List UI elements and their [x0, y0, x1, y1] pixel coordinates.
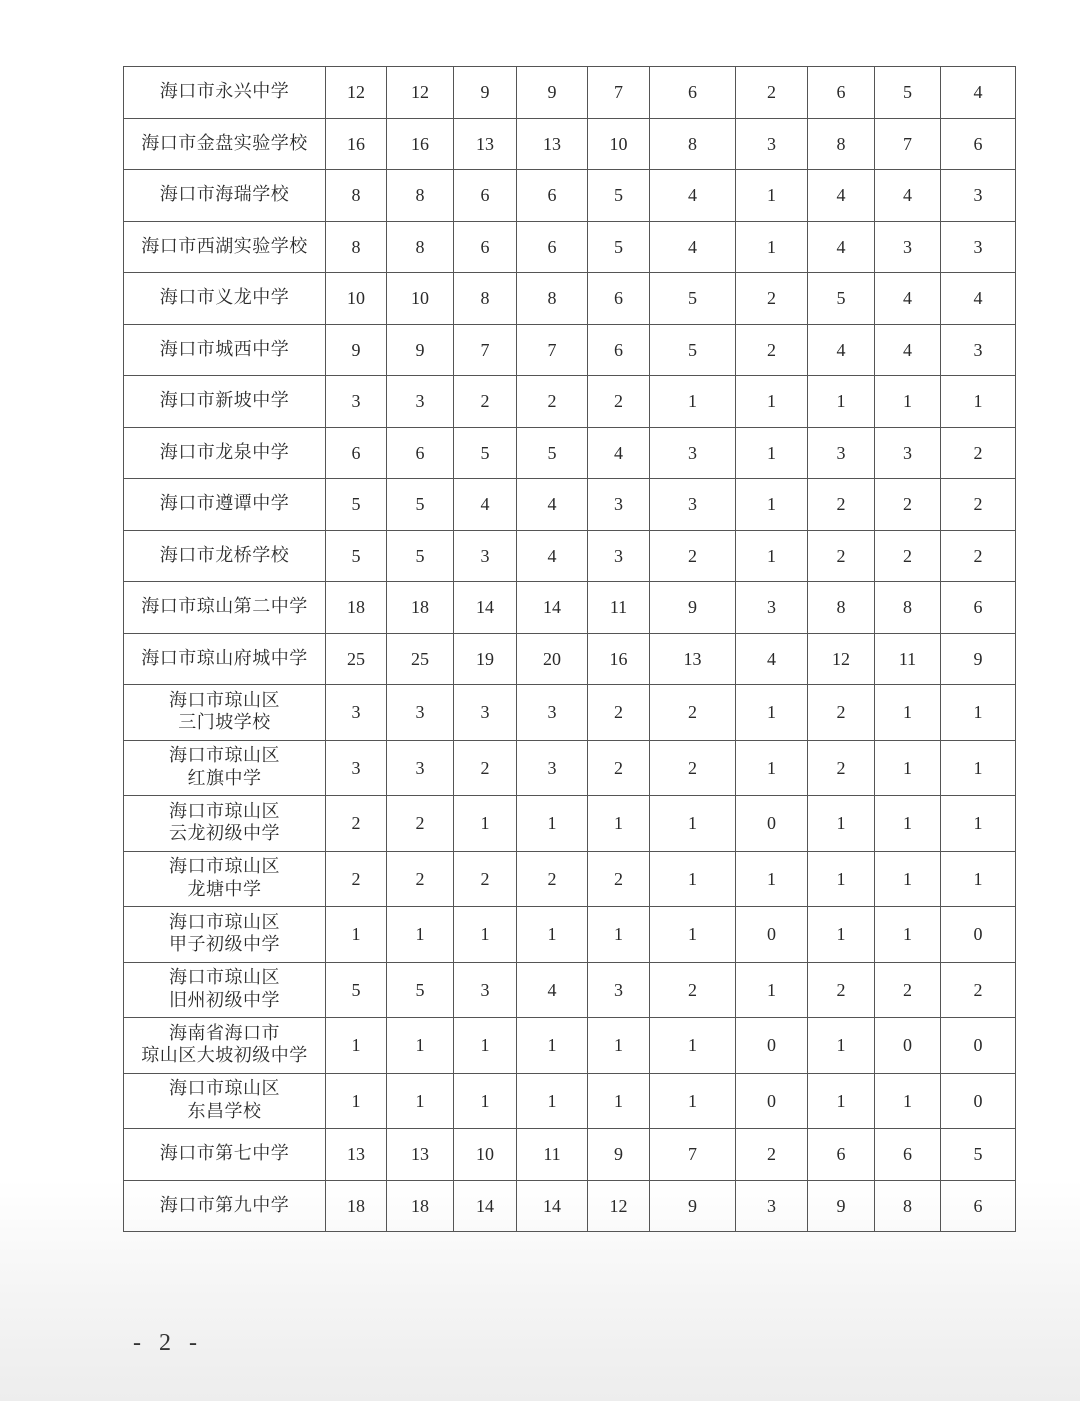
value-cell: 3	[941, 170, 1016, 222]
table-row	[124, 376, 1016, 428]
school-name-cell	[124, 1180, 326, 1232]
school-name-line: 海口市新坡中学	[159, 390, 290, 411]
value-cell: 2	[875, 530, 941, 582]
value-cell: 1	[454, 907, 517, 963]
table-row	[124, 118, 1016, 170]
value-cell: 1	[736, 376, 808, 428]
value-cell: 6	[588, 273, 650, 325]
value-cell: 8	[387, 221, 454, 273]
value-cell: 4	[808, 170, 875, 222]
value-cell: 12	[387, 67, 454, 119]
school-name-line: 甲子初级中学	[169, 934, 280, 956]
table-row	[124, 1129, 1016, 1181]
value-cell: 14	[454, 582, 517, 634]
value-cell: 4	[808, 324, 875, 376]
value-cell: 12	[326, 67, 387, 119]
value-cell: 1	[326, 907, 387, 963]
value-cell: 3	[517, 740, 588, 796]
school-name-line: 海口市琼山区	[169, 967, 280, 989]
value-cell: 2	[808, 685, 875, 741]
value-cell: 3	[941, 221, 1016, 273]
table-row	[124, 962, 1016, 1018]
school-name-cell	[124, 427, 326, 479]
value-cell: 2	[808, 530, 875, 582]
school-name-line: 海口市琼山第二中学	[141, 596, 308, 617]
value-cell: 3	[326, 740, 387, 796]
value-cell: 1	[454, 1018, 517, 1074]
value-cell: 1	[808, 1073, 875, 1129]
table-row	[124, 685, 1016, 741]
school-name-cell	[124, 796, 326, 852]
value-cell: 12	[808, 633, 875, 685]
value-cell: 3	[387, 685, 454, 741]
value-cell: 5	[326, 530, 387, 582]
school-name-line: 龙塘中学	[187, 878, 262, 900]
value-cell: 0	[941, 907, 1016, 963]
table-row	[124, 851, 1016, 907]
value-cell: 4	[517, 479, 588, 531]
school-name-line: 海口市琼山区	[169, 745, 280, 767]
value-cell: 5	[387, 479, 454, 531]
value-cell: 2	[875, 962, 941, 1018]
value-cell: 1	[736, 530, 808, 582]
value-cell: 9	[517, 67, 588, 119]
school-name-cell	[124, 740, 326, 796]
value-cell: 10	[454, 1129, 517, 1181]
school-name-line: 海口市龙泉中学	[159, 441, 290, 463]
value-cell: 5	[326, 962, 387, 1018]
value-cell: 11	[588, 582, 650, 634]
value-cell: 9	[650, 1180, 736, 1232]
value-cell: 3	[736, 1180, 808, 1232]
table-row	[124, 796, 1016, 852]
value-cell: 1	[941, 740, 1016, 796]
value-cell: 1	[650, 851, 736, 907]
value-cell: 3	[454, 685, 517, 741]
value-cell: 2	[517, 851, 588, 907]
value-cell: 2	[736, 273, 808, 325]
value-cell: 2	[875, 479, 941, 531]
school-name-cell	[124, 118, 326, 170]
value-cell: 1	[588, 1018, 650, 1074]
value-cell: 4	[875, 324, 941, 376]
table-row	[124, 582, 1016, 634]
value-cell: 1	[875, 1073, 941, 1129]
value-cell: 6	[517, 221, 588, 273]
school-name-cell	[124, 170, 326, 222]
value-cell: 2	[736, 67, 808, 119]
value-cell: 6	[326, 427, 387, 479]
value-cell: 14	[454, 1180, 517, 1232]
value-cell: 3	[588, 962, 650, 1018]
school-name-line: 海口市琼山区	[169, 800, 280, 822]
value-cell: 1	[517, 1073, 588, 1129]
value-cell: 4	[517, 530, 588, 582]
value-cell: 1	[736, 170, 808, 222]
value-cell: 10	[588, 118, 650, 170]
school-name-line: 海口市义龙中学	[159, 287, 290, 308]
value-cell: 1	[875, 851, 941, 907]
value-cell: 8	[650, 118, 736, 170]
value-cell: 7	[517, 324, 588, 376]
value-cell: 2	[808, 479, 875, 531]
value-cell: 14	[517, 1180, 588, 1232]
value-cell: 1	[875, 376, 941, 428]
value-cell: 8	[326, 221, 387, 273]
value-cell: 5	[588, 221, 650, 273]
value-cell: 9	[326, 324, 387, 376]
school-name-cell	[124, 1018, 326, 1074]
value-cell: 1	[588, 796, 650, 852]
value-cell: 2	[588, 685, 650, 741]
value-cell: 6	[941, 118, 1016, 170]
value-cell: 5	[588, 170, 650, 222]
value-cell: 16	[588, 633, 650, 685]
value-cell: 8	[387, 170, 454, 222]
school-name-cell	[124, 479, 326, 531]
value-cell: 18	[387, 1180, 454, 1232]
value-cell: 0	[736, 907, 808, 963]
value-cell: 4	[736, 633, 808, 685]
value-cell: 2	[517, 376, 588, 428]
value-cell: 3	[650, 427, 736, 479]
value-cell: 25	[387, 633, 454, 685]
school-name-line: 海口市琼山区	[169, 911, 280, 933]
value-cell: 7	[875, 118, 941, 170]
value-cell: 6	[808, 1129, 875, 1181]
value-cell: 1	[326, 1018, 387, 1074]
table-row	[124, 1073, 1016, 1129]
value-cell: 10	[326, 273, 387, 325]
value-cell: 1	[650, 376, 736, 428]
school-name-line: 海口市琼山府城中学	[141, 647, 308, 669]
value-cell: 0	[875, 1018, 941, 1074]
value-cell: 9	[941, 633, 1016, 685]
school-name-line: 海口市遵谭中学	[159, 493, 290, 514]
value-cell: 1	[517, 907, 588, 963]
value-cell: 1	[650, 796, 736, 852]
value-cell: 4	[650, 221, 736, 273]
school-name-line: 云龙初级中学	[169, 823, 280, 845]
value-cell: 3	[387, 740, 454, 796]
school-name-cell	[124, 273, 326, 325]
value-cell: 1	[875, 685, 941, 741]
value-cell: 1	[808, 907, 875, 963]
value-cell: 1	[736, 962, 808, 1018]
school-name-cell	[124, 1129, 326, 1181]
value-cell: 6	[650, 67, 736, 119]
table-row	[124, 740, 1016, 796]
value-cell: 1	[736, 427, 808, 479]
value-cell: 1	[875, 796, 941, 852]
value-cell: 1	[875, 740, 941, 796]
value-cell: 3	[387, 376, 454, 428]
value-cell: 3	[454, 962, 517, 1018]
value-cell: 10	[387, 273, 454, 325]
value-cell: 3	[326, 685, 387, 741]
value-cell: 5	[454, 427, 517, 479]
table-row	[124, 221, 1016, 273]
value-cell: 2	[387, 851, 454, 907]
value-cell: 1	[387, 1018, 454, 1074]
school-name-line: 海口市海瑞学校	[159, 184, 290, 205]
school-name-cell	[124, 221, 326, 273]
table-row	[124, 427, 1016, 479]
value-cell: 3	[588, 530, 650, 582]
value-cell: 5	[941, 1129, 1016, 1181]
value-cell: 1	[808, 851, 875, 907]
school-name-cell	[124, 1073, 326, 1129]
school-name-line: 海口市城西中学	[159, 338, 290, 360]
value-cell: 2	[941, 427, 1016, 479]
school-name-line: 海口市琼山区	[169, 856, 280, 878]
value-cell: 3	[517, 685, 588, 741]
value-cell: 1	[387, 1073, 454, 1129]
value-cell: 1	[517, 796, 588, 852]
value-cell: 4	[808, 221, 875, 273]
school-name-cell	[124, 633, 326, 685]
school-name-line: 海口市永兴中学	[159, 81, 290, 102]
value-cell: 1	[650, 1018, 736, 1074]
value-cell: 6	[941, 1180, 1016, 1232]
value-cell: 9	[454, 67, 517, 119]
table-body	[124, 67, 1016, 1232]
value-cell: 8	[808, 582, 875, 634]
value-cell: 6	[387, 427, 454, 479]
value-cell: 3	[454, 530, 517, 582]
value-cell: 4	[454, 479, 517, 531]
value-cell: 4	[650, 170, 736, 222]
value-cell: 20	[517, 633, 588, 685]
school-name-line: 东昌学校	[187, 1100, 262, 1122]
value-cell: 2	[650, 962, 736, 1018]
value-cell: 5	[517, 427, 588, 479]
value-cell: 1	[941, 851, 1016, 907]
value-cell: 8	[517, 273, 588, 325]
value-cell: 2	[650, 530, 736, 582]
table-row	[124, 530, 1016, 582]
value-cell: 1	[387, 907, 454, 963]
value-cell: 6	[588, 324, 650, 376]
school-name-cell	[124, 67, 326, 119]
value-cell: 1	[588, 1073, 650, 1129]
value-cell: 1	[736, 479, 808, 531]
value-cell: 2	[588, 851, 650, 907]
value-cell: 5	[650, 273, 736, 325]
value-cell: 2	[588, 376, 650, 428]
value-cell: 6	[875, 1129, 941, 1181]
value-cell: 13	[387, 1129, 454, 1181]
value-cell: 5	[387, 962, 454, 1018]
value-cell: 4	[588, 427, 650, 479]
value-cell: 2	[454, 851, 517, 907]
table-row	[124, 907, 1016, 963]
school-name-cell	[124, 376, 326, 428]
value-cell: 1	[454, 796, 517, 852]
value-cell: 8	[875, 1180, 941, 1232]
school-name-line: 海口市第九中学	[159, 1194, 290, 1216]
value-cell: 1	[454, 1073, 517, 1129]
school-name-line: 海口市琼山区	[169, 1078, 280, 1100]
value-cell: 0	[736, 1073, 808, 1129]
table-row	[124, 633, 1016, 685]
school-name-cell	[124, 851, 326, 907]
value-cell: 1	[650, 907, 736, 963]
school-name-line: 海口市西湖实验学校	[141, 235, 308, 257]
value-cell: 5	[875, 67, 941, 119]
school-quota-table	[123, 66, 1016, 1232]
value-cell: 1	[941, 796, 1016, 852]
school-name-cell	[124, 530, 326, 582]
value-cell: 3	[588, 479, 650, 531]
school-name-line: 海南省海口市	[169, 1022, 280, 1044]
value-cell: 3	[736, 118, 808, 170]
value-cell: 7	[650, 1129, 736, 1181]
value-cell: 2	[326, 851, 387, 907]
value-cell: 2	[941, 530, 1016, 582]
value-cell: 13	[650, 633, 736, 685]
value-cell: 7	[588, 67, 650, 119]
value-cell: 8	[326, 170, 387, 222]
value-cell: 8	[808, 118, 875, 170]
school-name-cell	[124, 962, 326, 1018]
table-row	[124, 479, 1016, 531]
value-cell: 12	[588, 1180, 650, 1232]
value-cell: 6	[454, 221, 517, 273]
value-cell: 7	[454, 324, 517, 376]
value-cell: 11	[517, 1129, 588, 1181]
value-cell: 8	[875, 582, 941, 634]
value-cell: 0	[941, 1073, 1016, 1129]
table-row	[124, 170, 1016, 222]
value-cell: 1	[736, 851, 808, 907]
value-cell: 3	[736, 582, 808, 634]
value-cell: 3	[941, 324, 1016, 376]
school-name-line: 海口市第七中学	[159, 1143, 290, 1164]
value-cell: 2	[454, 376, 517, 428]
value-cell: 9	[387, 324, 454, 376]
value-cell: 2	[941, 479, 1016, 531]
value-cell: 9	[588, 1129, 650, 1181]
value-cell: 4	[941, 273, 1016, 325]
value-cell: 5	[808, 273, 875, 325]
value-cell: 3	[875, 221, 941, 273]
value-cell: 18	[326, 1180, 387, 1232]
value-cell: 0	[941, 1018, 1016, 1074]
value-cell: 6	[454, 170, 517, 222]
value-cell: 0	[736, 1018, 808, 1074]
value-cell: 13	[326, 1129, 387, 1181]
table-row	[124, 1018, 1016, 1074]
value-cell: 2	[326, 796, 387, 852]
value-cell: 6	[941, 582, 1016, 634]
value-cell: 2	[650, 740, 736, 796]
value-cell: 1	[736, 685, 808, 741]
school-name-line: 旧州初级中学	[169, 989, 280, 1011]
value-cell: 14	[517, 582, 588, 634]
value-cell: 9	[650, 582, 736, 634]
value-cell: 4	[875, 273, 941, 325]
school-name-line: 海口市龙桥学校	[159, 544, 290, 566]
value-cell: 3	[650, 479, 736, 531]
value-cell: 19	[454, 633, 517, 685]
value-cell: 6	[517, 170, 588, 222]
school-name-cell	[124, 907, 326, 963]
value-cell: 1	[736, 740, 808, 796]
school-name-cell	[124, 685, 326, 741]
value-cell: 6	[808, 67, 875, 119]
table-row	[124, 1180, 1016, 1232]
value-cell: 2	[808, 740, 875, 796]
table-row	[124, 324, 1016, 376]
value-cell: 4	[875, 170, 941, 222]
value-cell: 4	[517, 962, 588, 1018]
value-cell: 1	[736, 221, 808, 273]
value-cell: 13	[454, 118, 517, 170]
value-cell: 5	[387, 530, 454, 582]
value-cell: 18	[387, 582, 454, 634]
value-cell: 1	[875, 907, 941, 963]
value-cell: 2	[454, 740, 517, 796]
value-cell: 1	[808, 1018, 875, 1074]
value-cell: 2	[387, 796, 454, 852]
school-name-line: 三门坡学校	[178, 712, 271, 734]
page-number: - 2 -	[133, 1330, 203, 1356]
value-cell: 13	[517, 118, 588, 170]
value-cell: 9	[808, 1180, 875, 1232]
value-cell: 16	[387, 118, 454, 170]
value-cell: 1	[941, 376, 1016, 428]
value-cell: 25	[326, 633, 387, 685]
school-name-cell	[124, 582, 326, 634]
value-cell: 16	[326, 118, 387, 170]
value-cell: 4	[941, 67, 1016, 119]
value-cell: 3	[875, 427, 941, 479]
table-row	[124, 67, 1016, 119]
school-name-line: 红旗中学	[187, 767, 262, 789]
value-cell: 1	[517, 1018, 588, 1074]
value-cell: 0	[736, 796, 808, 852]
value-cell: 3	[808, 427, 875, 479]
value-cell: 2	[941, 962, 1016, 1018]
value-cell: 1	[808, 796, 875, 852]
value-cell: 2	[650, 685, 736, 741]
school-name-line: 海口市琼山区	[169, 689, 280, 711]
school-name-cell	[124, 324, 326, 376]
value-cell: 11	[875, 633, 941, 685]
value-cell: 1	[808, 376, 875, 428]
value-cell: 1	[650, 1073, 736, 1129]
value-cell: 5	[326, 479, 387, 531]
value-cell: 18	[326, 582, 387, 634]
value-cell: 1	[588, 907, 650, 963]
value-cell: 2	[736, 324, 808, 376]
table-row	[124, 273, 1016, 325]
school-name-line: 琼山区大坡初级中学	[141, 1045, 308, 1067]
value-cell: 5	[650, 324, 736, 376]
value-cell: 1	[941, 685, 1016, 741]
value-cell: 2	[588, 740, 650, 796]
value-cell: 2	[736, 1129, 808, 1181]
value-cell: 2	[808, 962, 875, 1018]
school-name-line: 海口市金盘实验学校	[141, 132, 308, 154]
value-cell: 3	[326, 376, 387, 428]
value-cell: 1	[326, 1073, 387, 1129]
value-cell: 8	[454, 273, 517, 325]
